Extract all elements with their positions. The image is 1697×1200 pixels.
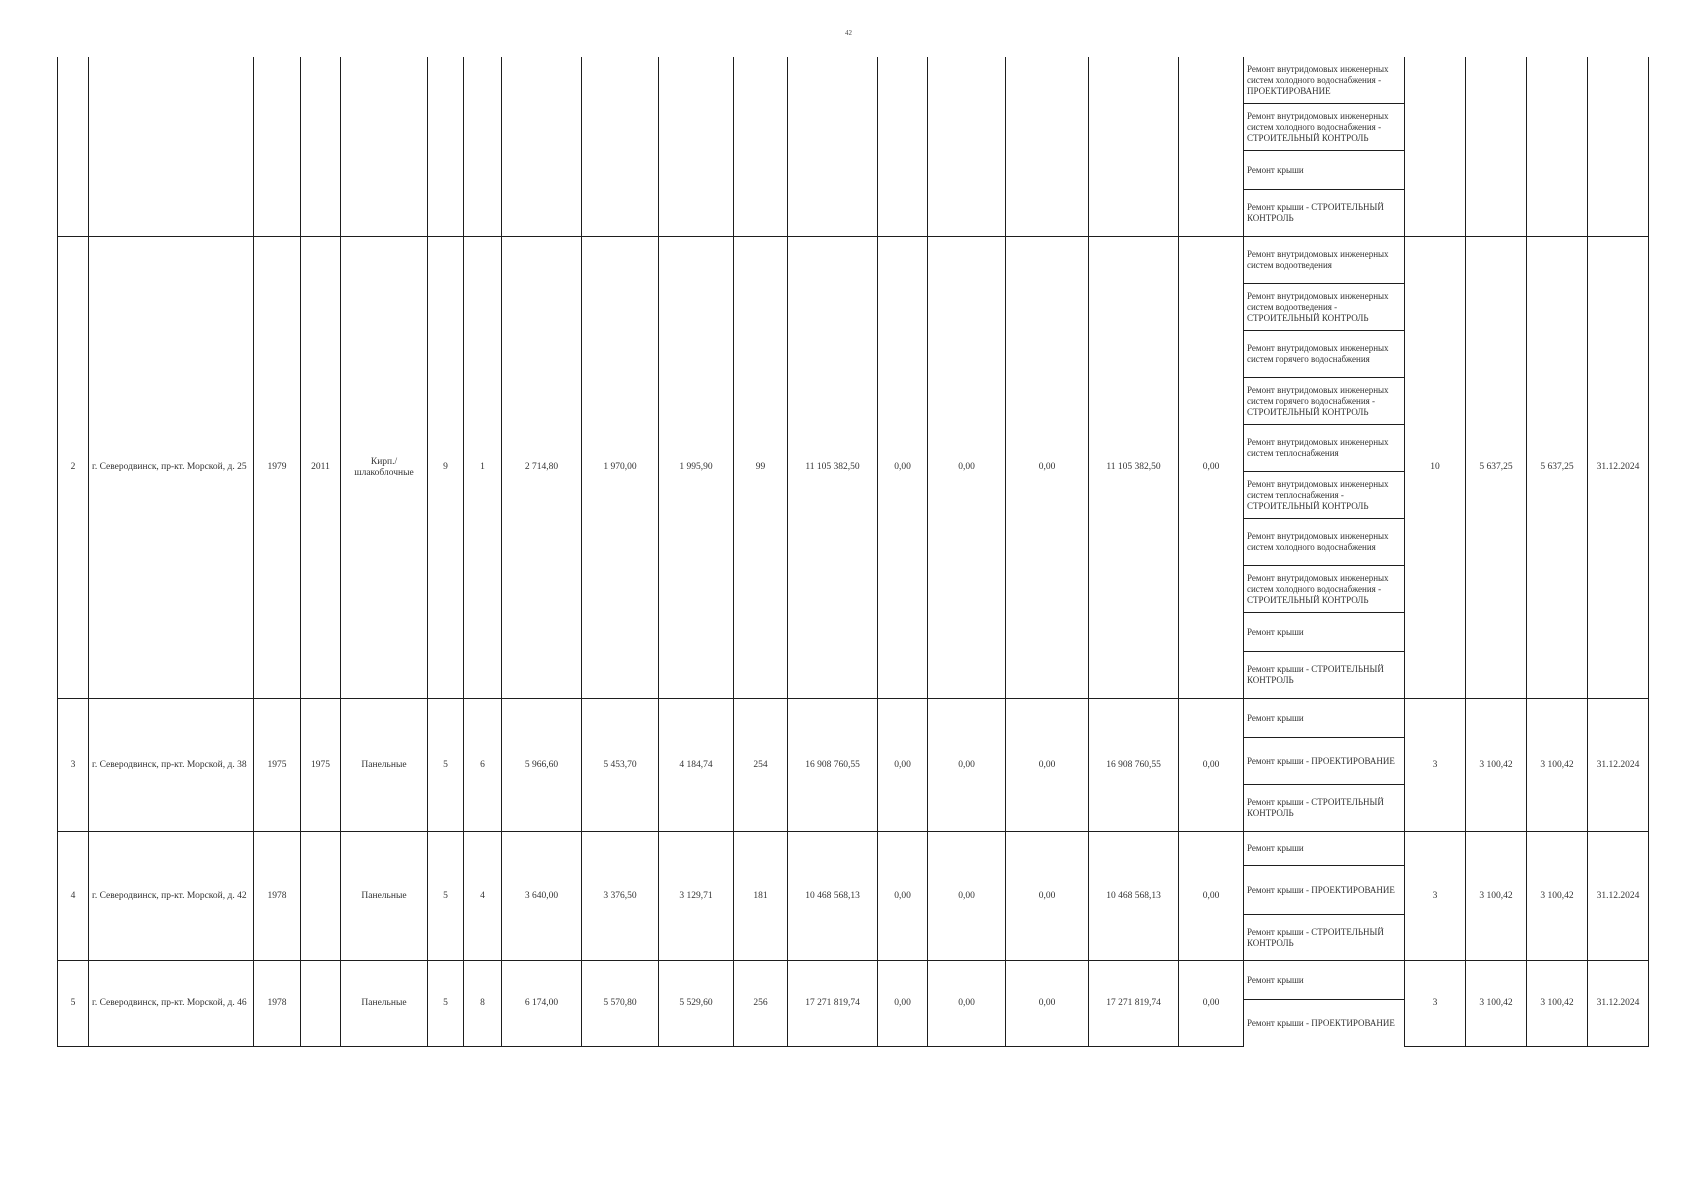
work-text: Ремонт внутридомовых инженерных систем горячего водоснабжения: [1247, 343, 1389, 364]
work-cell: [1244, 104, 1405, 151]
blank-cell: [659, 57, 734, 237]
num-cell: 4: [58, 832, 89, 961]
area-residential-cell: 4 184,74: [659, 699, 734, 832]
num-cell: 3: [58, 699, 89, 832]
area-premises-cell: 1 970,00: [582, 237, 659, 699]
cost-fund-3-cell: 0,00: [1006, 961, 1089, 1047]
area-total-cell: 3 640,00: [502, 832, 582, 961]
floors-cell: 5: [428, 832, 464, 961]
work-cell: [1244, 519, 1405, 566]
area-total-cell: 6 174,00: [502, 961, 582, 1047]
address-cell: г. Северодвинск, пр-кт. Морской, д. 25: [89, 237, 254, 699]
floors-cell: 5: [428, 961, 464, 1047]
cost-other-cell: 0,00: [1179, 961, 1244, 1047]
work-text: Ремонт крыши - ПРОЕКТИРОВАНИЕ: [1247, 755, 1395, 766]
cost-fund-1-cell: 0,00: [878, 699, 928, 832]
work-text: Ремонт внутридомовых инженерных систем холодного водоснабжения: [1247, 531, 1389, 552]
year-reconstruction-cell: 2011: [301, 237, 341, 699]
blank-cell: [301, 57, 341, 237]
year-reconstruction-cell: [301, 832, 341, 961]
unit-cost-cell: 3 100,42: [1466, 961, 1527, 1047]
unit-cost-cell: 5 637,25: [1466, 237, 1527, 699]
work-text: Ремонт крыши: [1247, 843, 1304, 853]
unit-cost-cell: 3 100,42: [1466, 699, 1527, 832]
work-text: Ремонт внутридомовых инженерных систем холодного водоснабжения - СТРОИТЕЛЬНЫЙ КОНТРОЛЬ: [1247, 572, 1389, 605]
work-text: Ремонт внутридомовых инженерных систем теплоснабжения - СТРОИТЕЛЬНЫЙ КОНТРОЛЬ: [1247, 478, 1389, 511]
area-premises-cell: 3 376,50: [582, 832, 659, 961]
cost-total-cell: 11 105 382,50: [788, 237, 878, 699]
work-units-cell: 3: [1405, 832, 1466, 961]
work-cell: [1244, 566, 1405, 613]
table-body: [58, 57, 1649, 1046]
work-text: Ремонт крыши: [1247, 164, 1304, 175]
work-cell: [1244, 472, 1405, 519]
unit-cost-max-cell: 3 100,42: [1527, 832, 1588, 961]
unit-cost-max-cell: 5 637,25: [1527, 237, 1588, 699]
num-cell: 5: [58, 961, 89, 1047]
table-row: [58, 237, 1649, 284]
blank-cell: [1006, 57, 1089, 237]
work-cell: [1244, 1000, 1405, 1047]
wall-material-cell: Панельные: [341, 699, 428, 832]
work-text: Ремонт крыши: [1247, 712, 1304, 723]
area-total-cell: 5 966,60: [502, 699, 582, 832]
year-built-cell: 1975: [254, 699, 301, 832]
num-cell: 2: [58, 237, 89, 699]
cost-fund-1-cell: 0,00: [878, 832, 928, 961]
cost-fund-2-cell: 0,00: [928, 832, 1006, 961]
area-residential-cell: 3 129,71: [659, 832, 734, 961]
work-cell: [1244, 785, 1405, 832]
cost-fund-1-cell: 0,00: [878, 237, 928, 699]
cost-fund-2-cell: 0,00: [928, 237, 1006, 699]
blank-cell: [928, 57, 1006, 237]
work-text: Ремонт внутридомовых инженерных систем холодного водоснабжения - СТРОИТЕЛЬНЫЙ КОНТРОЛЬ: [1247, 110, 1389, 143]
work-cell: [1244, 237, 1405, 284]
cost-owners-cell: 10 468 568,13: [1089, 832, 1179, 961]
blank-cell: [1588, 57, 1649, 237]
work-cell: [1244, 331, 1405, 378]
work-units-cell: 3: [1405, 961, 1466, 1047]
entrances-cell: 6: [464, 699, 502, 832]
year-reconstruction-cell: [301, 961, 341, 1047]
cost-total-cell: 16 908 760,55: [788, 699, 878, 832]
work-cell: [1244, 699, 1405, 738]
deadline-cell: 31.12.2024: [1588, 237, 1649, 699]
work-text: Ремонт внутридомовых инженерных систем водоотведения - СТРОИТЕЛЬНЫЙ КОНТРОЛЬ: [1247, 290, 1389, 323]
wall-material-cell: Кирп./ шлакоблочные: [341, 237, 428, 699]
work-cell: [1244, 652, 1405, 699]
wall-material-cell: Панельные: [341, 961, 428, 1047]
work-cell: [1244, 866, 1405, 915]
residents-cell: 99: [734, 237, 788, 699]
deadline-cell: 31.12.2024: [1588, 961, 1649, 1047]
blank-cell: [788, 57, 878, 237]
blank-cell: [878, 57, 928, 237]
deadline-cell: 31.12.2024: [1588, 699, 1649, 832]
work-text: Ремонт крыши - СТРОИТЕЛЬНЫЙ КОНТРОЛЬ: [1247, 202, 1384, 223]
work-text: Ремонт крыши - СТРОИТЕЛЬНЫЙ КОНТРОЛЬ: [1247, 797, 1384, 818]
work-text: Ремонт крыши: [1247, 626, 1304, 637]
year-built-cell: 1978: [254, 832, 301, 961]
work-cell: [1244, 425, 1405, 472]
blank-cell: [1179, 57, 1244, 237]
blank-cell: [734, 57, 788, 237]
work-cell: [1244, 961, 1405, 1000]
work-cell: [1244, 915, 1405, 961]
cost-fund-1-cell: 0,00: [878, 961, 928, 1047]
cost-total-cell: 17 271 819,74: [788, 961, 878, 1047]
year-reconstruction-cell: 1975: [301, 699, 341, 832]
blank-cell: [428, 57, 464, 237]
entrances-cell: 8: [464, 961, 502, 1047]
floors-cell: 5: [428, 699, 464, 832]
entrances-cell: 1: [464, 237, 502, 699]
work-text: Ремонт внутридомовых инженерных систем холодного водоснабжения - ПРОЕКТИРОВАНИЕ: [1247, 63, 1389, 96]
work-text: Ремонт внутридомовых инженерных систем водоотведения: [1247, 249, 1389, 270]
work-cell: [1244, 378, 1405, 425]
deadline-cell: 31.12.2024: [1588, 832, 1649, 961]
table-row: [58, 699, 1649, 738]
unit-cost-max-cell: 3 100,42: [1527, 699, 1588, 832]
cost-other-cell: 0,00: [1179, 699, 1244, 832]
page-number: 42: [845, 29, 852, 37]
blank-cell: [1089, 57, 1179, 237]
work-cell: [1244, 613, 1405, 652]
work-units-cell: 10: [1405, 237, 1466, 699]
entrances-cell: 4: [464, 832, 502, 961]
area-premises-cell: 5 570,80: [582, 961, 659, 1047]
cost-other-cell: 0,00: [1179, 832, 1244, 961]
continuation-row: [58, 57, 1649, 104]
residents-cell: 181: [734, 832, 788, 961]
cost-owners-cell: 17 271 819,74: [1089, 961, 1179, 1047]
area-residential-cell: 1 995,90: [659, 237, 734, 699]
year-built-cell: 1978: [254, 961, 301, 1047]
year-built-cell: 1979: [254, 237, 301, 699]
work-text: Ремонт крыши - СТРОИТЕЛЬНЫЙ КОНТРОЛЬ: [1247, 664, 1384, 685]
work-cell: [1244, 832, 1405, 866]
cost-fund-2-cell: 0,00: [928, 699, 1006, 832]
unit-cost-cell: 3 100,42: [1466, 832, 1527, 961]
unit-cost-max-cell: 3 100,42: [1527, 961, 1588, 1047]
work-cell: [1244, 190, 1405, 237]
wall-material-cell: Панельные: [341, 832, 428, 961]
work-text: Ремонт крыши - ПРОЕКТИРОВАНИЕ: [1247, 1017, 1395, 1028]
work-text: Ремонт крыши - ПРОЕКТИРОВАНИЕ: [1247, 884, 1395, 895]
blank-cell: [341, 57, 428, 237]
blank-cell: [254, 57, 301, 237]
floors-cell: 9: [428, 237, 464, 699]
blank-cell: [502, 57, 582, 237]
table-row: [58, 832, 1649, 866]
blank-cell: [58, 57, 89, 237]
work-cell: [1244, 284, 1405, 331]
cost-fund-2-cell: 0,00: [928, 961, 1006, 1047]
blank-cell: [89, 57, 254, 237]
work-cell: [1244, 57, 1405, 104]
area-premises-cell: 5 453,70: [582, 699, 659, 832]
address-cell: г. Северодвинск, пр-кт. Морской, д. 46: [89, 961, 254, 1047]
blank-cell: [1466, 57, 1527, 237]
cost-fund-3-cell: 0,00: [1006, 699, 1089, 832]
table-row: [58, 961, 1649, 1000]
cost-fund-3-cell: 0,00: [1006, 832, 1089, 961]
area-residential-cell: 5 529,60: [659, 961, 734, 1047]
work-text: Ремонт крыши - СТРОИТЕЛЬНЫЙ КОНТРОЛЬ: [1247, 926, 1384, 948]
work-text: Ремонт крыши: [1247, 974, 1304, 985]
work-text: Ремонт внутридомовых инженерных систем горячего водоснабжения - СТРОИТЕЛЬНЫЙ КОНТРОЛЬ: [1247, 384, 1389, 417]
address-cell: г. Северодвинск, пр-кт. Морской, д. 42: [89, 832, 254, 961]
work-text: Ремонт внутридомовых инженерных систем теплоснабжения: [1247, 437, 1389, 458]
cost-owners-cell: 16 908 760,55: [1089, 699, 1179, 832]
work-units-cell: 3: [1405, 699, 1466, 832]
blank-cell: [1527, 57, 1588, 237]
cost-owners-cell: 11 105 382,50: [1089, 237, 1179, 699]
area-total-cell: 2 714,80: [502, 237, 582, 699]
work-cell: [1244, 738, 1405, 785]
address-cell: г. Северодвинск, пр-кт. Морской, д. 38: [89, 699, 254, 832]
cost-fund-3-cell: 0,00: [1006, 237, 1089, 699]
cost-total-cell: 10 468 568,13: [788, 832, 878, 961]
blank-cell: [464, 57, 502, 237]
residents-cell: 254: [734, 699, 788, 832]
residents-cell: 256: [734, 961, 788, 1047]
blank-cell: [582, 57, 659, 237]
repair-program-table: [57, 57, 1649, 1047]
blank-cell: [1405, 57, 1466, 237]
work-cell: [1244, 151, 1405, 190]
cost-other-cell: 0,00: [1179, 237, 1244, 699]
